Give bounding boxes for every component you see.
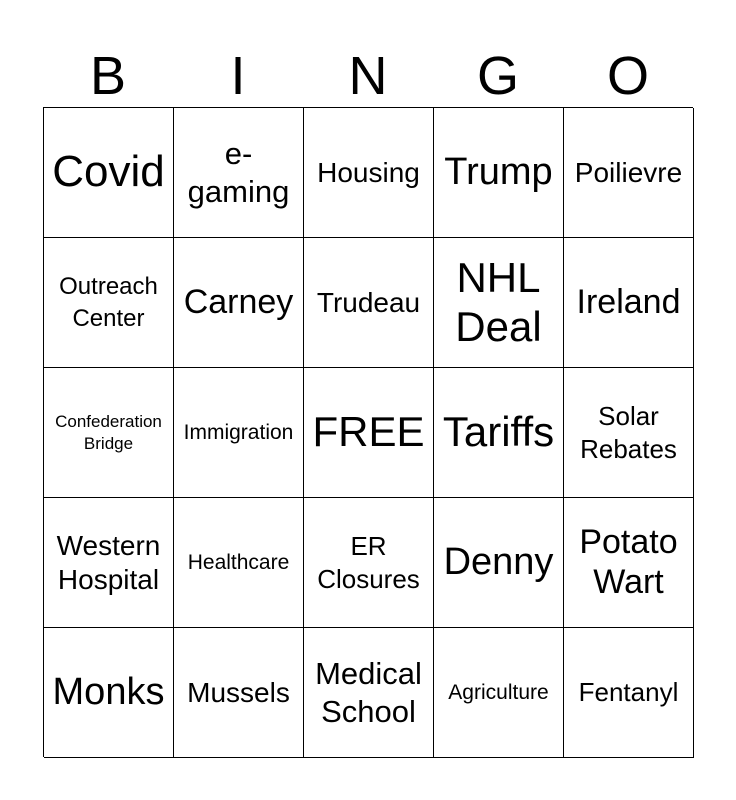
- bingo-cell-r4c4[interactable]: [434, 498, 564, 628]
- cell-label: e- gaming: [187, 136, 290, 209]
- cell-label: Denny: [443, 540, 554, 583]
- header-letter-b: B: [89, 46, 127, 106]
- header-letter-g: G: [476, 46, 519, 106]
- bingo-cell-r1c5[interactable]: [564, 108, 694, 238]
- bingo-cell-r1c2[interactable]: [174, 108, 304, 238]
- bingo-cell-r4c2[interactable]: [174, 498, 304, 628]
- bingo-cell-r4c1[interactable]: [44, 498, 174, 628]
- bingo-cell-r3c2[interactable]: [174, 368, 304, 498]
- bingo-cell-r1c4[interactable]: [434, 108, 564, 238]
- cell-label: ER Closures: [317, 531, 420, 594]
- bingo-cell-r5c1[interactable]: [44, 628, 174, 758]
- bingo-cell-r2c1[interactable]: [44, 238, 174, 368]
- cell-label: Outreach Center: [59, 273, 158, 332]
- cell-label: Immigration: [183, 420, 294, 444]
- bingo-board: [43, 107, 693, 757]
- cell-label: NHL Deal: [455, 254, 542, 350]
- cell-label: Mussels: [187, 676, 290, 708]
- cell-label: Ireland: [576, 282, 681, 321]
- bingo-cell-r2c4[interactable]: [434, 238, 564, 368]
- bingo-cell-r5c5[interactable]: [564, 628, 694, 758]
- bingo-cell-r4c5[interactable]: [564, 498, 694, 628]
- cell-label: Tariffs: [442, 408, 555, 456]
- bingo-cell-r5c3[interactable]: [304, 628, 434, 758]
- bingo-cell-r1c3[interactable]: [304, 108, 434, 238]
- bingo-cell-r5c2[interactable]: [174, 628, 304, 758]
- cell-label: Medical School: [315, 656, 422, 729]
- bingo-cell-r1c1[interactable]: [44, 108, 174, 238]
- bingo-cell-r2c3[interactable]: [304, 238, 434, 368]
- bingo-header: [43, 44, 693, 108]
- bingo-cell-r4c3[interactable]: [304, 498, 434, 628]
- cell-label: Trump: [444, 150, 553, 193]
- bingo-cell-r3c5[interactable]: [564, 368, 694, 498]
- cell-label: Poilievre: [574, 156, 683, 188]
- bingo-cell-free[interactable]: [304, 368, 434, 498]
- bingo-cell-r3c1[interactable]: [44, 368, 174, 498]
- bingo-cell-r3c4[interactable]: [434, 368, 564, 498]
- free-space-label: FREE: [312, 408, 425, 456]
- cell-label: Covid: [52, 147, 165, 197]
- cell-label: Fentanyl: [578, 677, 679, 708]
- cell-label: Potato Wart: [579, 523, 678, 601]
- header-letter-i: I: [230, 46, 246, 106]
- header-letter-o: O: [606, 46, 649, 106]
- cell-label: Monks: [52, 670, 165, 713]
- cell-label: Healthcare: [187, 550, 290, 574]
- header-letter-n: N: [348, 46, 388, 106]
- bingo-cell-r5c4[interactable]: [434, 628, 564, 758]
- cell-label: Carney: [183, 282, 294, 321]
- bingo-cell-r2c5[interactable]: [564, 238, 694, 368]
- cell-label: Confederation Bridge: [55, 412, 162, 453]
- bingo-cell-r2c2[interactable]: [174, 238, 304, 368]
- cell-label: Agriculture: [448, 680, 549, 704]
- cell-label: Western Hospital: [56, 529, 161, 595]
- cell-label: Housing: [317, 156, 420, 188]
- cell-label: Trudeau: [316, 286, 421, 318]
- cell-label: Solar Rebates: [580, 401, 677, 464]
